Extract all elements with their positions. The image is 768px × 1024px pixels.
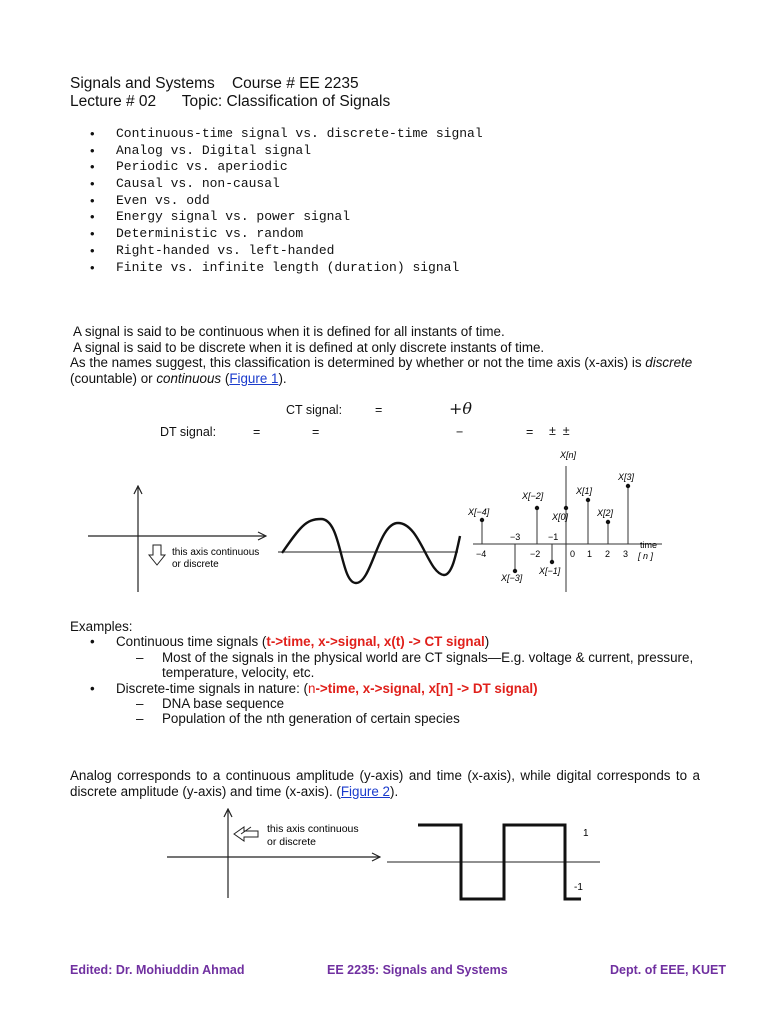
- list-item: • Even vs. odd: [90, 193, 483, 210]
- axis-note-line-2: or discrete: [172, 559, 219, 570]
- example-dt-text: [116, 681, 538, 696]
- intro-paragraph: [70, 324, 700, 386]
- tick-label: 0: [570, 549, 576, 559]
- tick-label: −2: [530, 549, 541, 559]
- stem-label: X[−3]: [501, 573, 523, 583]
- dash: –: [136, 711, 144, 726]
- level-high-label: 1: [583, 828, 589, 839]
- examples-section: [70, 619, 730, 729]
- n-label: [ n ]: [638, 551, 654, 561]
- bullet: •: [90, 634, 95, 649]
- example-ct-detail: [70, 650, 730, 681]
- stem-point: [586, 498, 590, 502]
- list-item: • Finite vs. infinite length (duration) signal: [90, 260, 483, 277]
- example-text: ): [484, 634, 490, 649]
- example-ct-sub: Most of the signals in the physical world are CT signals—E.g. voltage & current, pressure, temperature, velocity, etc.: [162, 650, 694, 680]
- dt-equals-3: =: [526, 425, 534, 439]
- continuous-sinusoid: [282, 519, 460, 583]
- ct-equals: =: [375, 403, 383, 417]
- dt-notation: ->time, x->signal, x[n] -> DT signal): [315, 681, 538, 696]
- examples-heading: Examples:: [70, 619, 133, 634]
- dt-equals-1: =: [253, 425, 261, 439]
- intro-text: ).: [278, 370, 287, 386]
- list-item: • Energy signal vs. power signal: [90, 209, 483, 226]
- stem-point: [606, 520, 610, 524]
- lecture-topic: Lecture # 02 Topic: Classification of Signals: [70, 93, 391, 110]
- tick-label: 1: [587, 549, 593, 559]
- stem-label: X[2]: [597, 508, 614, 518]
- analog-text: Analog corresponds to a continuous amplitude (y-axis) and time (x-axis), while digital corresponds to a discrete amplitude (y-axis) and time (x-axis). (: [70, 768, 700, 799]
- ct-notation: t->time, x->signal, x(t) -> CT signal: [266, 634, 485, 649]
- stem-label: X[1]: [576, 486, 593, 496]
- stem-point: [564, 506, 568, 510]
- tick-label: 2: [605, 549, 611, 559]
- continuous-word: continuous: [156, 370, 222, 386]
- list-item: • Deterministic vs. random: [90, 226, 483, 243]
- stem-point: [535, 506, 539, 510]
- tick-label: −4: [476, 549, 487, 559]
- ct-signal-label: CT signal:: [286, 403, 343, 417]
- analog-digital-paragraph: [70, 768, 700, 799]
- stem-label: X[3]: [618, 472, 635, 482]
- figure-2: [0, 800, 768, 910]
- bullet: •: [90, 681, 95, 696]
- example-dt-sub-2: Population of the nth generation of certain species: [162, 711, 460, 726]
- list-item: • Analog vs. Digital signal: [90, 143, 483, 160]
- intro-line-continuous: A signal is said to be continuous when it is defined for all instants of time.: [73, 324, 505, 339]
- example-ct: [70, 634, 730, 650]
- stem-point: [550, 560, 554, 564]
- example-ct-text: [116, 634, 489, 649]
- tick-label: 3: [623, 549, 629, 559]
- stem-label-xn: X[n]: [560, 450, 577, 460]
- dash: –: [136, 650, 144, 665]
- stem-point: [626, 484, 630, 488]
- up-arrow-icon: [149, 545, 165, 565]
- list-item: • Causal vs. non-causal: [90, 176, 483, 193]
- dt-n: n: [308, 681, 316, 696]
- stem-label: X[−4]: [468, 507, 490, 517]
- stem-label: X[−1]: [539, 566, 561, 576]
- intro-text: As the names suggest, this classification is determined by whether or not the time axis (x-axis) is: [70, 355, 646, 370]
- list-item: • Continuous-time signal vs. discrete-time signal: [90, 126, 483, 143]
- example-text: Discrete-time signals in nature: (: [116, 681, 309, 696]
- intro-text: (countable) or: [70, 370, 157, 386]
- dash: –: [136, 696, 144, 711]
- stem-label: X[0]: [552, 512, 569, 522]
- example-dt: [70, 681, 730, 696]
- intro-line-discrete: A signal is said to be discrete when it is defined at only discrete instants of time.: [73, 339, 545, 355]
- time-label: time: [640, 540, 658, 550]
- analog-text: ).: [390, 783, 399, 799]
- tick-label: −3: [510, 532, 521, 542]
- footer-editor: Edited: Dr. Mohiuddin Ahmad: [70, 963, 245, 977]
- level-low-label: -1: [574, 882, 583, 893]
- axis-note-line-1: this axis continuous: [172, 547, 260, 558]
- intro-text: (: [221, 370, 230, 386]
- left-arrow-icon: [234, 827, 258, 841]
- ct-phase: +θ: [449, 399, 473, 418]
- list-item: • Right-handed vs. left-handed: [90, 243, 483, 260]
- stem-point: [480, 518, 484, 522]
- stem-label: X[−2]: [522, 491, 544, 501]
- dt-signal-label: DT signal:: [160, 425, 217, 439]
- example-dt-detail: [70, 711, 730, 726]
- dt-plus-minus: ± ±: [549, 424, 570, 438]
- figure-1: [0, 440, 768, 600]
- discrete-word: discrete: [645, 355, 693, 370]
- dt-equals-2: =: [312, 425, 320, 439]
- footer-course: EE 2235: Signals and Systems: [327, 963, 508, 977]
- axis-note-line-2: or discrete: [267, 836, 317, 848]
- example-text: Continuous time signals (: [116, 634, 267, 649]
- example-dt-sub-1: DNA base sequence: [162, 696, 285, 711]
- figure-2-link[interactable]: Figure 2: [340, 783, 390, 799]
- intro-line-classification: [70, 355, 700, 386]
- topic-list: [90, 126, 483, 276]
- tick-label: −1: [548, 532, 559, 542]
- figure-1-link[interactable]: Figure 1: [229, 370, 279, 386]
- example-dt-detail: [70, 696, 730, 711]
- footer-department: Dept. of EEE, KUET: [610, 963, 726, 977]
- course-title: Signals and Systems Course # EE 2235: [70, 75, 359, 92]
- axis-note-line-1: this axis continuous: [267, 823, 359, 835]
- dt-minus: −: [456, 425, 464, 439]
- list-item: • Periodic vs. aperiodic: [90, 159, 483, 176]
